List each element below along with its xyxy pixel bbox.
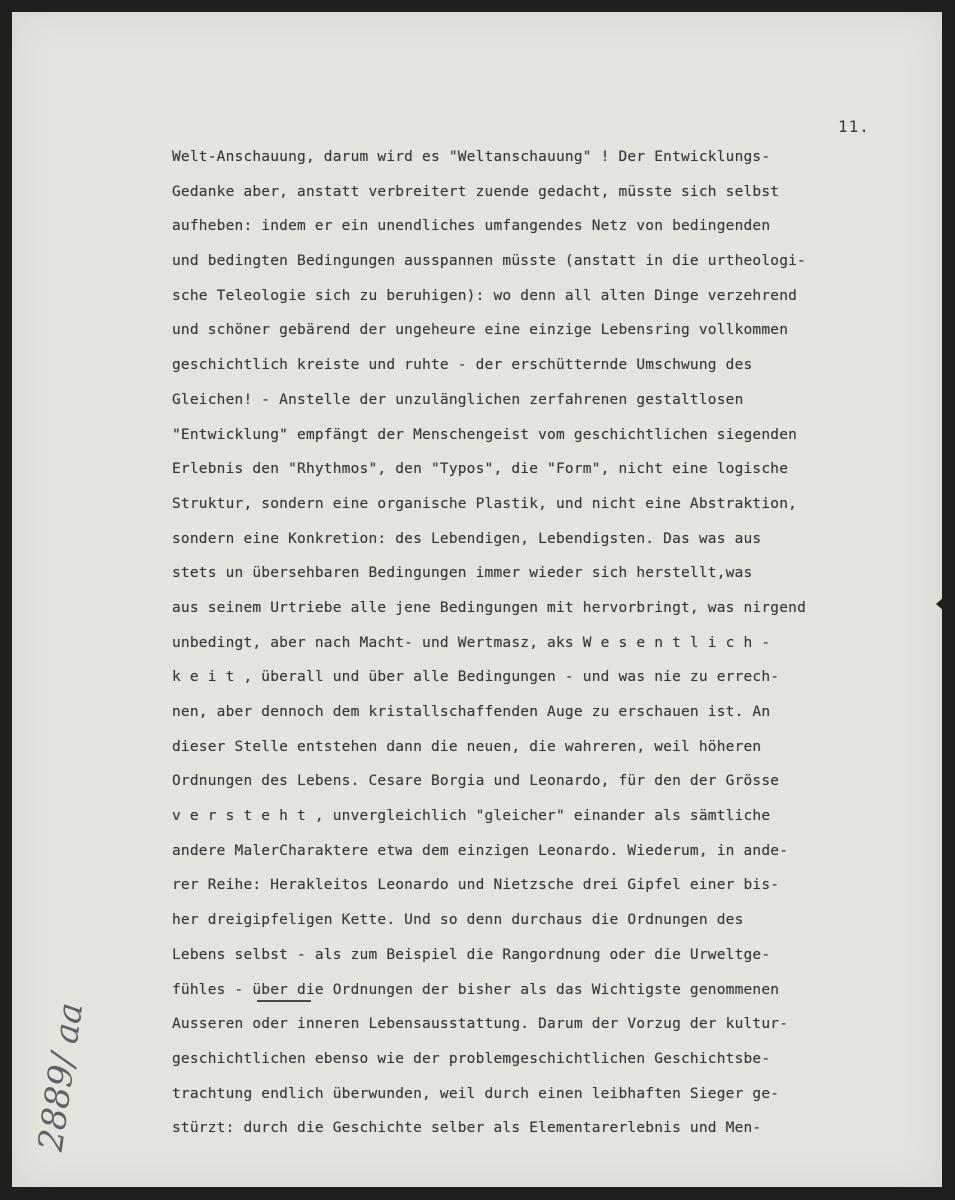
text-line: trachtung endlich überwunden, weil durch einen leibhaften Sieger ge-	[172, 1085, 780, 1102]
text-line: sche Teleologie sich zu beruhigen): wo denn all alten Dinge verzehrend	[172, 287, 798, 304]
text-line: Gleichen! - Anstelle der unzulänglichen zerfahrenen gestaltlosen	[172, 391, 744, 408]
text-line: stets un übersehbaren Bedingungen immer wieder sich herstellt,was	[172, 565, 753, 582]
text-line: rer Reihe: Herakleitos Leonardo und Nietzsche drei Gipfel einer bis-	[172, 877, 780, 894]
text-line: "Entwicklung" empfängt der Menschengeist vom geschichtlichen siegenden	[172, 426, 798, 443]
text-line: k e i t , überall und über alle Bedingungen - und was nie zu errech-	[172, 669, 780, 686]
text-line: geschichtlichen ebenso wie der problemgeschichtlichen Geschichtsbe-	[172, 1050, 771, 1067]
text-line: aufheben: indem er ein unendliches umfangendes Netz von bedingenden	[172, 218, 771, 235]
page-number: 11.	[838, 117, 870, 136]
handwritten-underline	[257, 1000, 311, 1002]
text-line: Gedanke aber, anstatt verbreitert zuende gedacht, müsste sich selbst	[172, 183, 780, 200]
text-line: andere MalerCharaktere etwa dem einzigen Leonardo. Wiederum, in ande-	[172, 842, 789, 859]
text-line: unbedingt, aber nach Macht- und Wertmasz, aks W e s e n t l i c h -	[172, 634, 771, 651]
text-line: und schöner gebärend der ungeheure eine einzige Lebensring vollkommen	[172, 322, 789, 339]
text-line: Ausseren oder inneren Lebensausstattung. Darum der Vorzug der kultur-	[172, 1016, 789, 1033]
text-line: stürzt: durch die Geschichte selber als Elementarerlebnis und Men-	[172, 1120, 762, 1137]
text-line: her dreigipfeligen Kette. Und so denn durchaus die Ordnungen des	[172, 912, 744, 929]
text-line: geschichtlich kreiste und ruhte - der erschütternde Umschwung des	[172, 357, 753, 374]
text-line: Erlebnis den "Rhythmos", den "Typos", die "Form", nicht eine logische	[172, 461, 789, 478]
text-line: v e r s t e h t , unvergleichlich "gleicher" einander als sämtliche	[172, 808, 771, 825]
archive-pencil-mark: 2889/ aa	[30, 1000, 92, 1154]
text-line: nen, aber dennoch dem kristallschaffenden Auge zu erschauen ist. An	[172, 704, 771, 720]
text-line: fühles - über die Ordnungen der bisher als das Wichtigste genommenen	[172, 981, 780, 998]
document-page	[12, 12, 942, 1187]
text-line: Struktur, sondern eine organische Plastik, und nicht eine Abstraktion,	[172, 495, 798, 512]
text-line: aus seinem Urtriebe alle jene Bedingungen mit hervorbringt, was nirgend	[172, 599, 807, 616]
text-line: sondern eine Konkretion: des Lebendigen, Lebendigsten. Das was aus	[172, 530, 762, 547]
text-line: dieser Stelle entstehen dann die neuen, die wahreren, weil höheren	[172, 738, 762, 755]
text-line: Lebens selbst - als zum Beispiel die Rangordnung oder die Urweltge-	[172, 946, 771, 963]
text-line: und bedingten Bedingungen ausspannen müsste (anstatt in die urtheologi-	[172, 253, 807, 270]
text-line: Ordnungen des Lebens. Cesare Borgia und Leonardo, für den der Grösse	[172, 773, 780, 790]
text-line: Welt-Anschauung, darum wird es "Weltanschauung" ! Der Entwicklungs-	[172, 149, 771, 165]
